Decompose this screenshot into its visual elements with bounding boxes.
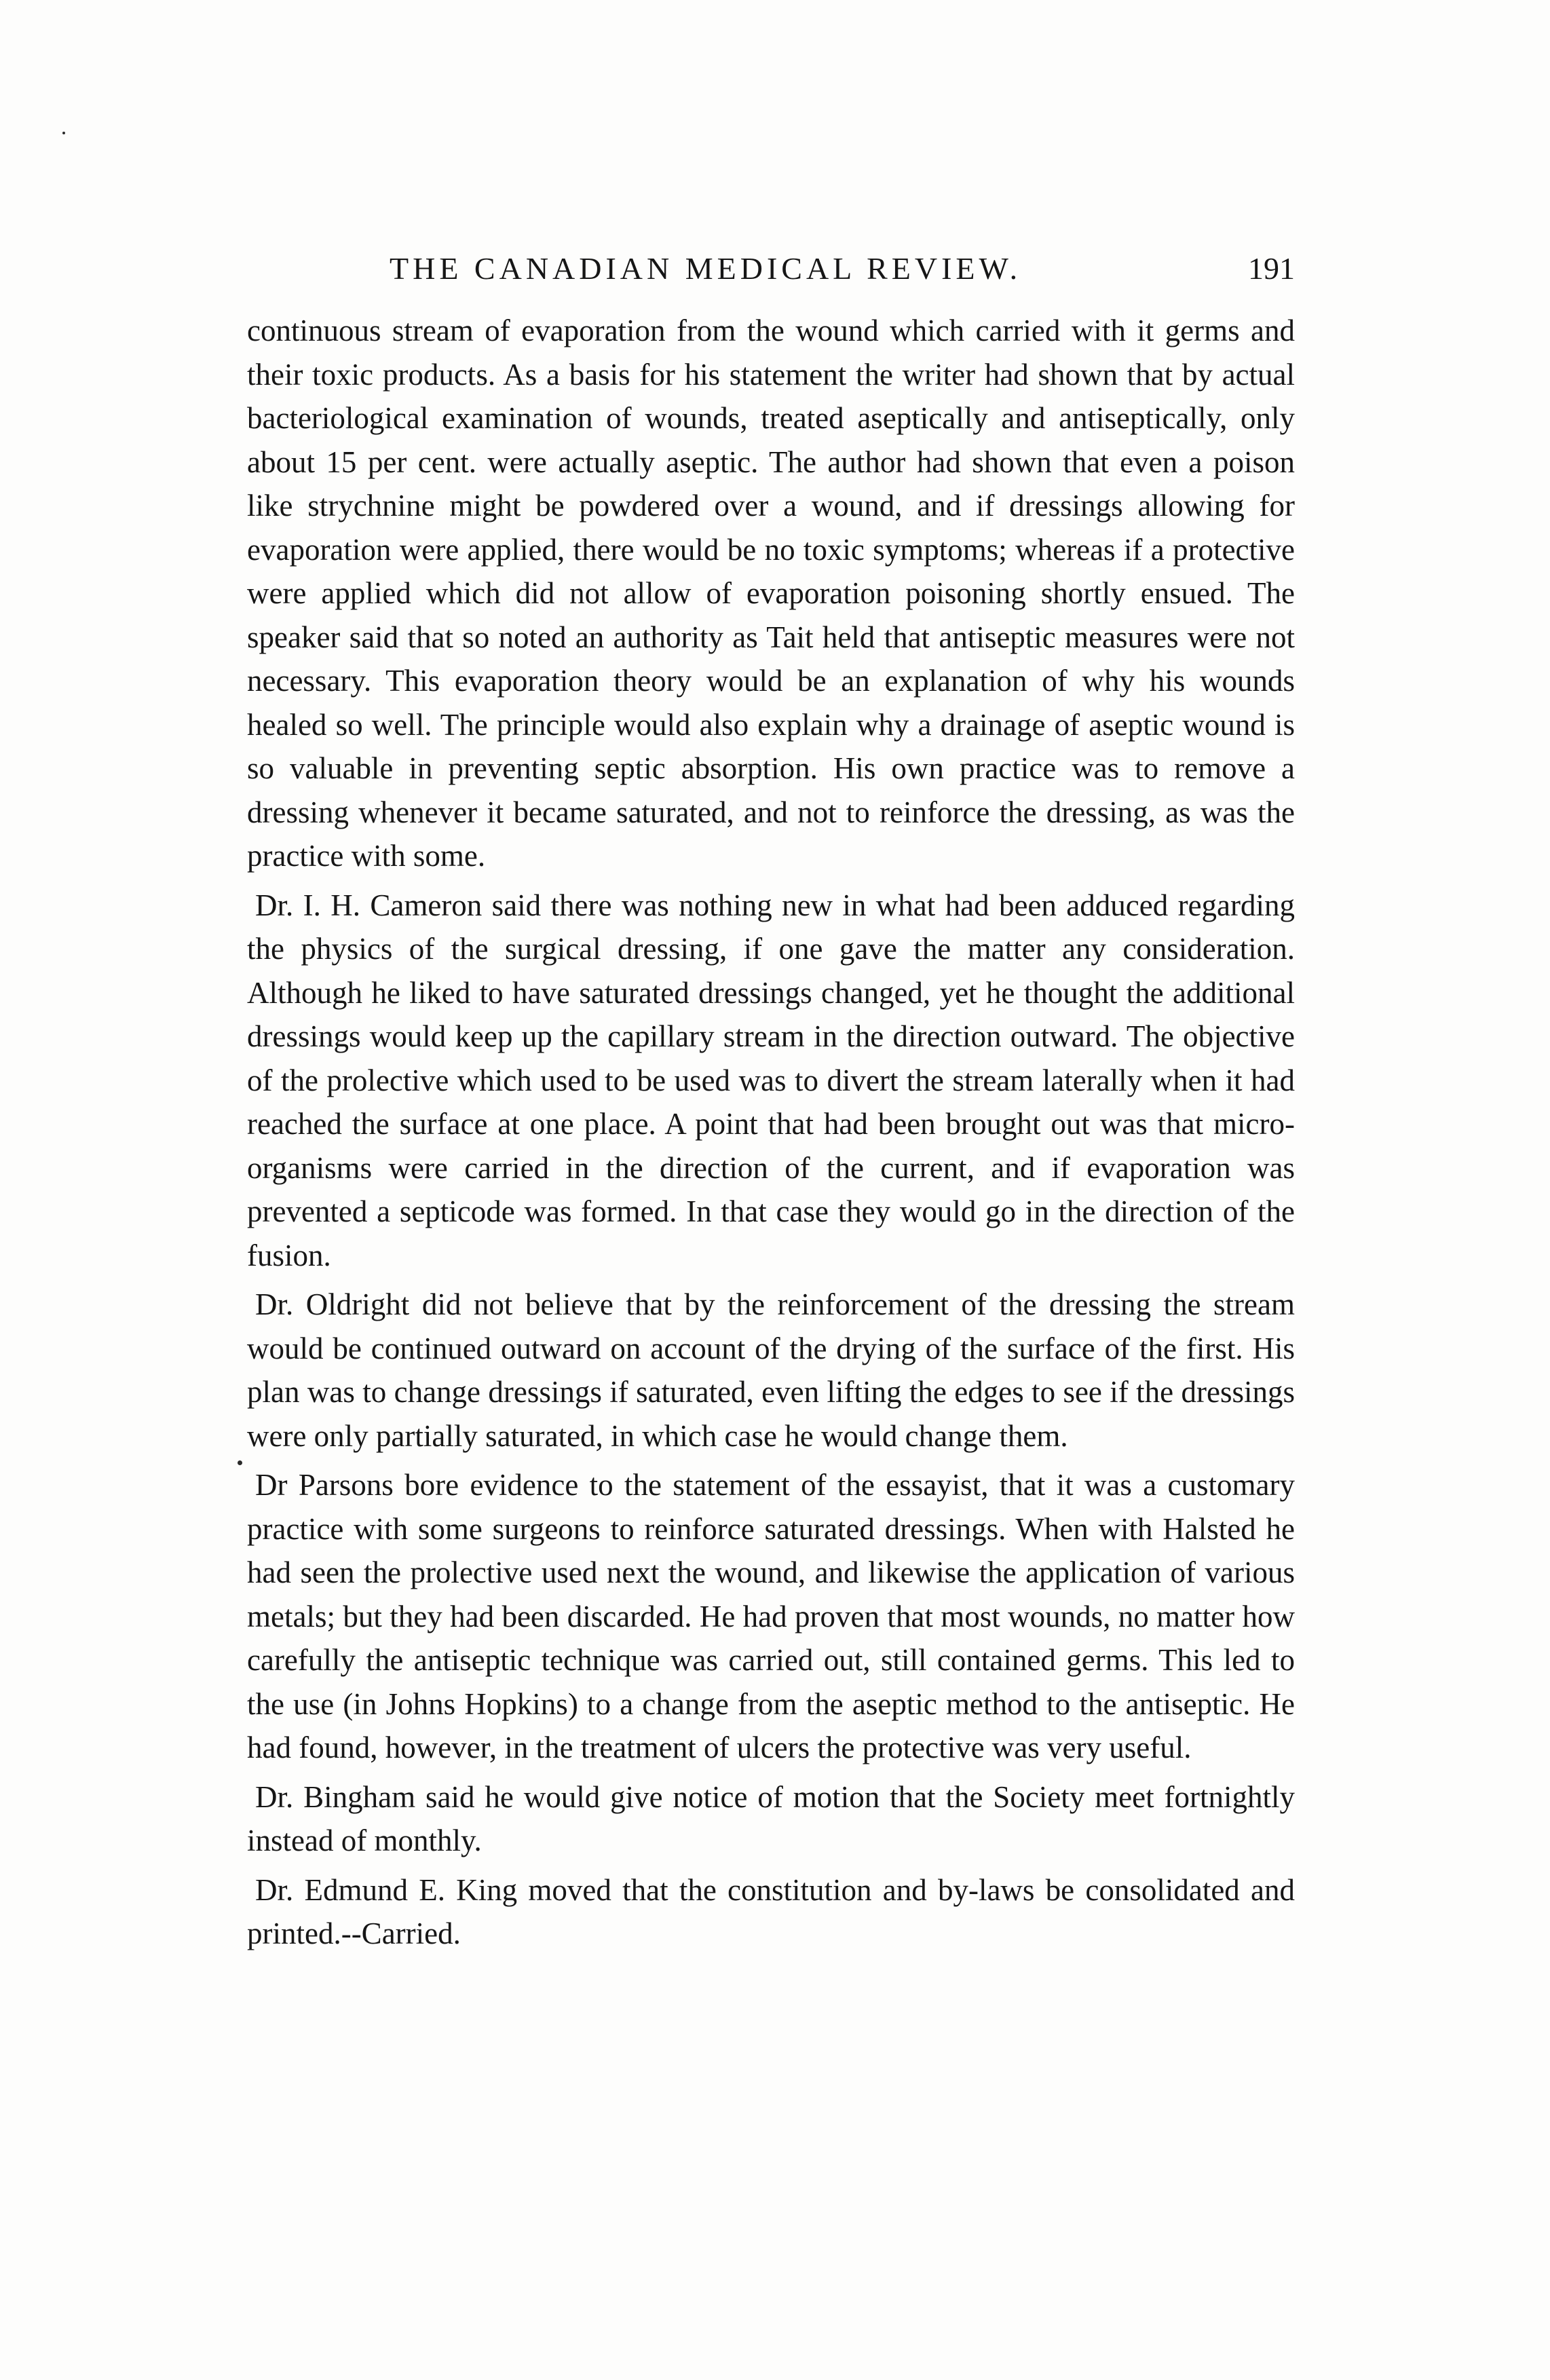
scan-speck <box>62 132 65 134</box>
paragraph-dr-cameron: Dr. I. H. Cameron said there was nothing new in what had been adduced regarding the physics of the surgical dressing, if one gave the matter any consideration. Although he liked to have saturated dressings changed, yet he thought the additional dressings would keep up the capillary stream in the direction outward. The objective of the prolective which used to be used was to divert the stream laterally when it had reached the surface at one place. A point that had been brought out was that micro-organisms were carried in the direction of the current, and if evaporation was prevented a septicode was formed. In that case they would go in the direction of the fusion. <box>247 888 1295 1272</box>
article-body <box>247 309 1295 1956</box>
paragraph-dr-oldright: Dr. Oldright did not believe that by the reinforcement of the dressing the stream would be continued outward on account of the drying of the surface of the first. His plan was to change dressings if saturated, even lifting the edges to see if the dressings were only partially saturated, in which case he would change them. <box>247 1287 1295 1453</box>
paragraph-dr-parsons: Dr Parsons bore evidence to the statement of the essayist, that it was a customary practice with some surgeons to reinforce saturated dressings. When with Halsted he had seen the prolective used next the wound, and likewise the application of various metals; but they had been discarded. He had proven that most wounds, no matter how carefully the antiseptic technique was carried out, still contained germs. This led to the use (in Johns Hopkins) to a change from the aseptic method to the antiseptic. He had found, however, in the treatment of ulcers the protective was very useful. <box>247 1468 1295 1764</box>
running-head <box>247 242 1295 296</box>
paragraph-dr-king: Dr. Edmund E. King moved that the constitution and by-laws be consolidated and printed.--Carried. <box>247 1872 1295 1950</box>
scan-speck <box>238 1460 242 1465</box>
page-number: 191 <box>1248 251 1295 286</box>
journal-title: THE CANADIAN MEDICAL REVIEW. <box>390 251 1022 286</box>
paragraph-dr-bingham: Dr. Bingham said he would give notice of motion that the Society meet fortnightly instead of monthly. <box>247 1779 1295 1857</box>
paragraph-evaporation-theory: continuous stream of evaporation from the wound which carried with it germs and their toxic products. As a basis for his statement the writer had shown that by actual bacteriological examination of wounds, treated aseptically and antiseptically, only about 15 per cent. were actually aseptic. The author had shown that even a poison like strychnine might be powdered over a wound, and if dressings allowing for evaporation were applied, there would be no toxic symptoms; whereas if a protective were applied which did not allow of evaporation poisoning shortly ensued. The speaker said that so noted an authority as Tait held that antiseptic measures were not necessary. This evaporation theory would be an explanation of why his wounds healed so well. The principle would also explain why a drainage of aseptic wound is so valuable in preventing septic absorption. His own practice was to remove a dressing whenever it became saturated, and not to reinforce the dressing, as was the practice with some. <box>247 314 1295 873</box>
